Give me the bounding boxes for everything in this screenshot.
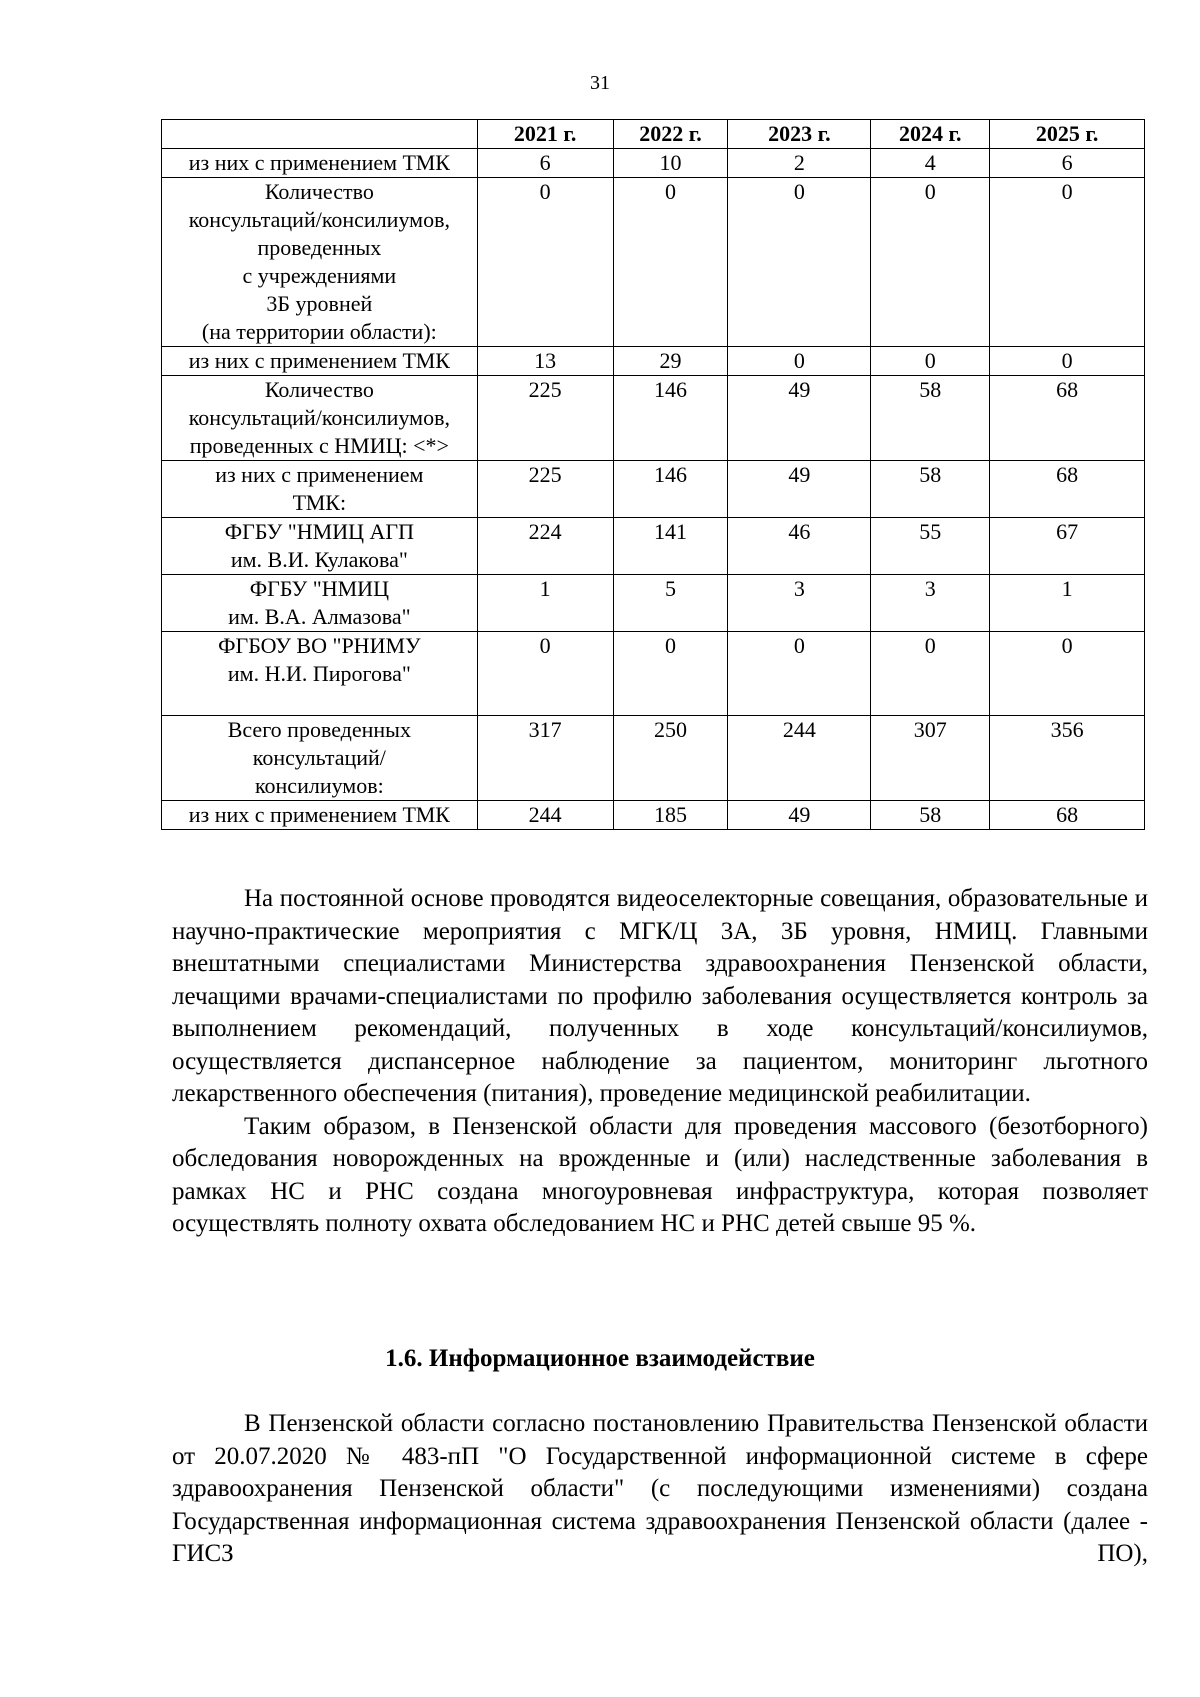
table-cell: 0 bbox=[990, 178, 1145, 347]
table-cell: 0 bbox=[871, 178, 990, 347]
table-cell: 46 bbox=[728, 518, 871, 575]
table-cell: 224 bbox=[477, 518, 613, 575]
table-cell: 0 bbox=[871, 632, 990, 716]
table-header-cell bbox=[162, 120, 478, 149]
table-cell: 141 bbox=[613, 518, 728, 575]
table-cell: 146 bbox=[613, 461, 728, 518]
table-cell: 67 bbox=[990, 518, 1145, 575]
table-cell: 0 bbox=[477, 632, 613, 716]
row-label: Количество консультаций/консилиумов, проведенных с учреждениями 3Б уровней (на территории области): bbox=[162, 178, 478, 347]
table-row bbox=[162, 632, 1145, 716]
table-row bbox=[162, 149, 1145, 178]
table-cell: 225 bbox=[477, 376, 613, 461]
table-cell: 6 bbox=[990, 149, 1145, 178]
table-cell: 0 bbox=[990, 347, 1145, 376]
table-cell: 146 bbox=[613, 376, 728, 461]
table-cell: 0 bbox=[728, 632, 871, 716]
row-label: из них с применением ТМК bbox=[162, 347, 478, 376]
table-cell: 13 bbox=[477, 347, 613, 376]
table-cell: 1 bbox=[990, 575, 1145, 632]
table-row bbox=[162, 716, 1145, 801]
section-heading: 1.6. Информационное взаимодействие bbox=[385, 1345, 815, 1372]
table-cell: 55 bbox=[871, 518, 990, 575]
table-cell: 29 bbox=[613, 347, 728, 376]
row-label: ФГБУ "НМИЦ им. В.А. Алмазова" bbox=[162, 575, 478, 632]
table-cell: 0 bbox=[477, 178, 613, 347]
table-cell: 356 bbox=[990, 716, 1145, 801]
consultations-table bbox=[161, 119, 1145, 830]
page-number: 31 bbox=[590, 72, 610, 94]
body-text-block bbox=[172, 883, 1148, 1241]
table-cell: 68 bbox=[990, 461, 1145, 518]
table-cell: 3 bbox=[871, 575, 990, 632]
row-label: Количество консультаций/консилиумов, проведенных с НМИЦ: <*> bbox=[162, 376, 478, 461]
table-cell: 317 bbox=[477, 716, 613, 801]
table-row bbox=[162, 461, 1145, 518]
table-row bbox=[162, 575, 1145, 632]
table-cell: 49 bbox=[728, 801, 871, 830]
table-header-cell: 2021 г. bbox=[477, 120, 613, 149]
row-label: Всего проведенных консультаций/ консилиумов: bbox=[162, 716, 478, 801]
table-cell: 10 bbox=[613, 149, 728, 178]
table-cell: 49 bbox=[728, 461, 871, 518]
table-cell: 225 bbox=[477, 461, 613, 518]
table-header-cell: 2025 г. bbox=[990, 120, 1145, 149]
paragraph: Таким образом, в Пензенской области для проведения массового (безотборного) обследования новорожденных на врожденные и (или) наследственные заболевания в рамках НС и РНС создана многоуровневая инфраструктура, которая позволяет осуществлять полноту охвата обследованием НС и РНС детей свыше 95 %. bbox=[172, 1112, 1148, 1237]
table-row bbox=[162, 801, 1145, 830]
table-cell: 0 bbox=[871, 347, 990, 376]
table-cell: 307 bbox=[871, 716, 990, 801]
table-cell: 0 bbox=[613, 178, 728, 347]
table-cell: 68 bbox=[990, 376, 1145, 461]
table-row bbox=[162, 376, 1145, 461]
table-cell: 2 bbox=[728, 149, 871, 178]
table-cell: 68 bbox=[990, 801, 1145, 830]
table-cell: 0 bbox=[990, 632, 1145, 716]
table-cell: 0 bbox=[613, 632, 728, 716]
table-row bbox=[162, 518, 1145, 575]
table-cell: 4 bbox=[871, 149, 990, 178]
table-header-cell: 2022 г. bbox=[613, 120, 728, 149]
row-label: из них с применением ТМК bbox=[162, 149, 478, 178]
section-text-block bbox=[172, 1408, 1148, 1571]
table-header-row bbox=[162, 120, 1145, 149]
table-cell: 0 bbox=[728, 347, 871, 376]
paragraph: На постоянной основе проводятся видеоселекторные совещания, образовательные и научно-практические мероприятия с МГК/Ц 3А, 3Б уровня, НМИЦ. Главными внештатными специалистами Министерства здравоохранения Пензенской области, лечащими врачами-специалистами по профилю заболевания осуществляется контроль за выполнением рекомендаций, полученных в ходе консультаций/консилиумов, осуществляется диспансерное наблюдение за пациентом, мониторинг льготного лекарственного обеспечения (питания), проведение медицинской реабилитации. bbox=[172, 885, 1148, 1107]
table-cell: 58 bbox=[871, 461, 990, 518]
table-cell: 3 bbox=[728, 575, 871, 632]
table-header-cell: 2024 г. bbox=[871, 120, 990, 149]
table-cell: 58 bbox=[871, 376, 990, 461]
table-cell: 49 bbox=[728, 376, 871, 461]
table-row bbox=[162, 347, 1145, 376]
table-cell: 0 bbox=[728, 178, 871, 347]
table-cell: 6 bbox=[477, 149, 613, 178]
table-cell: 1 bbox=[477, 575, 613, 632]
table-cell: 250 bbox=[613, 716, 728, 801]
table-cell: 244 bbox=[728, 716, 871, 801]
row-label: из них с применением ТМК bbox=[162, 801, 478, 830]
table-row bbox=[162, 178, 1145, 347]
table-cell: 5 bbox=[613, 575, 728, 632]
table-cell: 58 bbox=[871, 801, 990, 830]
row-label: ФГБОУ ВО "РНИМУ им. Н.И. Пирогова" bbox=[162, 632, 478, 716]
row-label: ФГБУ "НМИЦ АГП им. В.И. Кулакова" bbox=[162, 518, 478, 575]
row-label: из них с применением ТМК: bbox=[162, 461, 478, 518]
table-cell: 185 bbox=[613, 801, 728, 830]
paragraph: В Пензенской области согласно постановлению Правительства Пензенской области от 20.07.2020 № 483-пП "О Государственной информационной системе в сфере здравоохранения Пензенской области" (с последующими изменениями) создана Государственная информационная система здравоохранения Пензенской области (далее - ГИСЗ ПО), bbox=[172, 1410, 1148, 1567]
table-header-cell: 2023 г. bbox=[728, 120, 871, 149]
table-cell: 244 bbox=[477, 801, 613, 830]
